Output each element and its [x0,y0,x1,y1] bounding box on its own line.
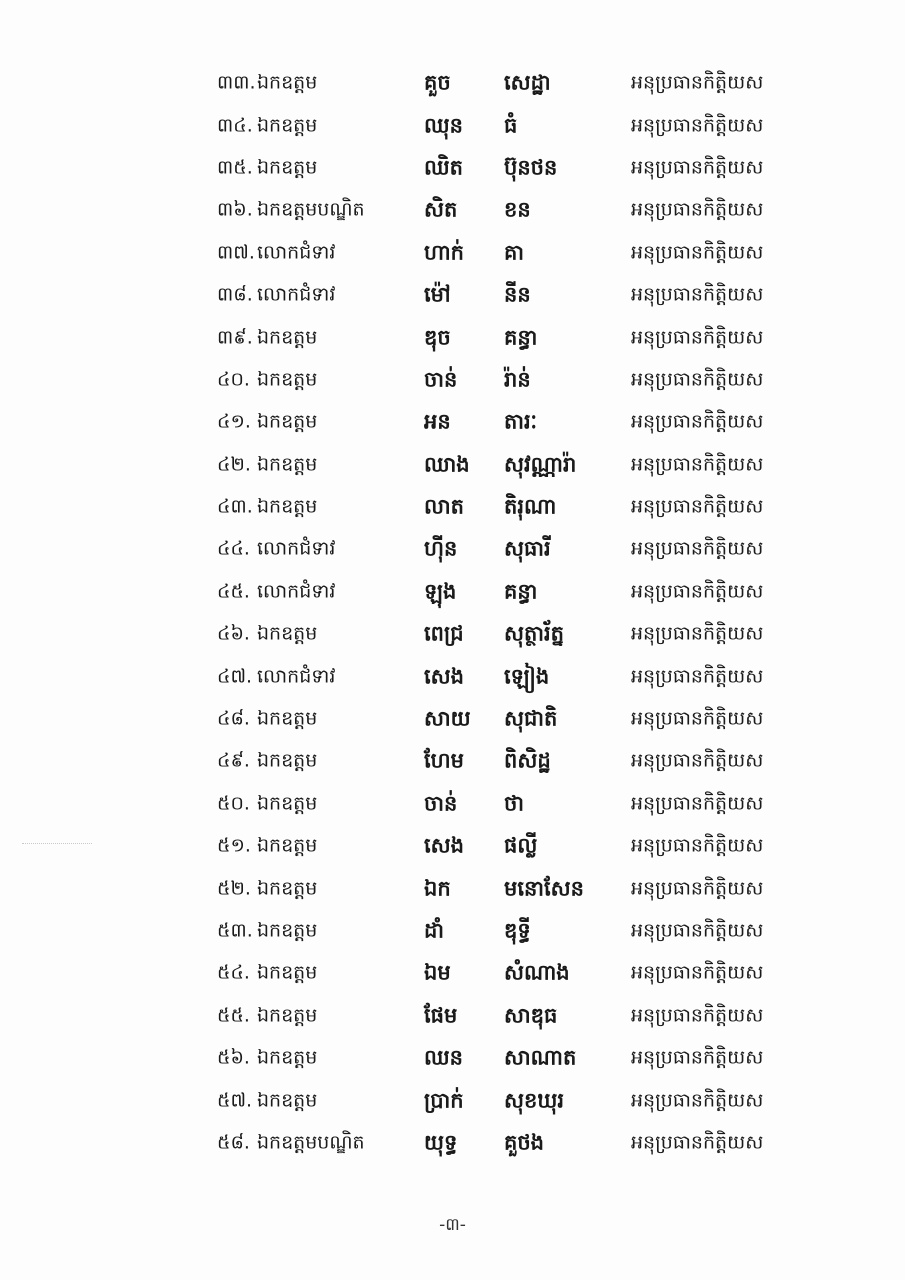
position-title: អនុប្រធានកិត្តិយស [631,1004,764,1027]
honorific-title: ឯកឧត្តមបណ្ឌិត [257,1131,365,1154]
position-title: អនុប្រធានកិត្តិយស [631,834,764,857]
given-name: សាឌុធ [504,1003,558,1028]
surname: សេង [424,833,464,858]
surname: យុទ្ធ [424,1130,458,1155]
position-title: អនុប្រធានកិត្តិយស [631,283,764,306]
list-item [0,401,905,443]
position-title: អនុប្រធានកិត្តិយស [631,877,764,900]
honorific-title: ឯកឧត្តម [257,326,318,349]
surname: ចាន់ [424,791,458,816]
item-number: ៤២. [217,453,251,476]
honorific-title: លោកជំទាវ [257,537,336,560]
list-item [0,783,905,825]
surname: ឈិត [424,155,463,180]
list-item [0,274,905,316]
surname: អន [424,409,451,434]
honorific-title: ឯកឧត្តម [257,410,318,433]
item-number: ៥០. [217,792,250,815]
position-title: អនុប្រធានកិត្តិយស [631,453,764,476]
honorary-vice-president-list [0,62,905,1164]
list-item [0,232,905,274]
list-item [0,1079,905,1121]
honorific-title: លោកជំទាវ [257,665,336,688]
item-number: ៣៩. [217,326,253,349]
list-item [0,740,905,782]
item-number: ៤៩. [217,749,250,772]
given-name: ប៊ុនថន [504,155,558,180]
position-title: អនុប្រធានកិត្តិយស [631,792,764,815]
list-item [0,189,905,231]
surname: សាយ [424,706,471,731]
honorific-title: ឯកឧត្តម [257,71,318,94]
item-number: ៣៦. [217,198,253,221]
surname: ឈុន [424,113,463,138]
list-item [0,655,905,697]
honorific-title: ឯកឧត្តម [257,368,318,391]
given-name: សុជាតិ [504,706,558,731]
item-number: ៤៧. [217,665,253,688]
item-number: ៤១. [217,410,251,433]
given-name: រ៉ាន់ [504,367,531,392]
item-number: ៣៨. [217,283,253,306]
item-number: ៥៧. [217,1089,253,1112]
surname: សិត [424,197,458,222]
position-title: អនុប្រធានកិត្តិយស [631,495,764,518]
given-name: គួថង [504,1130,544,1155]
item-number: ៥៨. [217,1131,250,1154]
surname: ហែម [424,748,464,773]
given-name: តិរុណា [504,494,557,519]
item-number: ៥៤. [217,961,250,984]
surname: ចាន់ [424,367,458,392]
given-name: សុធារី [504,536,551,561]
honorific-title: ឯកឧត្តម [257,622,318,645]
surname: ឈន [424,1045,463,1070]
item-number: ៥៦. [217,1046,250,1069]
honorific-title: ឯកឧត្តម [257,1089,318,1112]
honorific-title: លោកជំទាវ [257,580,336,603]
item-number: ៥១. [217,834,251,857]
given-name: គា [504,240,524,265]
list-item [0,910,905,952]
given-name: សុខឃុរ [504,1088,564,1113]
surname: ប្រាក់ [424,1088,464,1113]
honorific-title: ឯកឧត្តម [257,114,318,137]
item-number: ៤៤. [217,537,250,560]
position-title: អនុប្រធានកិត្តិយស [631,1089,764,1112]
position-title: អនុប្រធានកិត្តិយស [631,71,764,94]
honorific-title: ឯកឧត្តម [257,919,318,942]
item-number: ៥៣. [217,919,253,942]
surname: ហ៊ីន [424,536,458,561]
given-name: ថា [504,791,524,816]
list-item [0,147,905,189]
surname: លាត [424,494,464,519]
position-title: អនុប្រធានកិត្តិយស [631,919,764,942]
list-item [0,995,905,1037]
given-name: សុត្ថារ័ត្ន [504,621,564,646]
position-title: អនុប្រធានកិត្តិយស [631,114,764,137]
list-item [0,571,905,613]
surname: ឌុច [424,325,451,350]
given-name: តារៈ [504,409,538,434]
surname: ឯម [424,960,451,985]
item-number: ៣៧. [217,241,255,264]
item-number: ៥៥. [217,1004,250,1027]
position-title: អនុប្រធានកិត្តិយស [631,368,764,391]
position-title: អនុប្រធានកិត្តិយស [631,1046,764,1069]
given-name: គន្ធា [504,579,538,604]
given-name: សំណាង [504,960,570,985]
list-item [0,528,905,570]
given-name: សាណាត [504,1045,577,1070]
position-title: អនុប្រធានកិត្តិយស [631,156,764,179]
list-item [0,62,905,104]
surname: ហាក់ [424,240,464,265]
surname: ម៉ៅ [424,282,451,307]
list-item [0,867,905,909]
honorific-title: ឯកឧត្តម [257,495,318,518]
honorific-title: ឯកឧត្តមបណ្ឌិត [257,198,365,221]
position-title: អនុប្រធានកិត្តិយស [631,580,764,603]
surname: គួច [424,70,451,95]
list-item [0,316,905,358]
position-title: អនុប្រធានកិត្តិយស [631,707,764,730]
honorific-title: ឯកឧត្តម [257,749,318,772]
surname: ឡុង [424,579,457,604]
item-number: ៣៤. [217,114,253,137]
item-number: ៤៣. [217,495,253,518]
given-name: នីន [504,282,531,307]
surname: ពេជ្រ [424,621,464,646]
honorific-title: ឯកឧត្តម [257,792,318,815]
honorific-title: ឯកឧត្តម [257,156,318,179]
given-name: សុវណ្ណារ៉ា [504,452,577,477]
given-name: មនោសែន [504,876,584,901]
honorific-title: ឯកឧត្តម [257,707,318,730]
given-name: ឡៀង [504,664,550,689]
item-number: ៥២. [217,877,251,900]
item-number: ៤៥. [217,580,250,603]
item-number: ៤៦. [217,622,250,645]
position-title: អនុប្រធានកិត្តិយស [631,622,764,645]
given-name: ឌុទ្ធី [504,918,531,943]
item-number: ៣៥. [217,156,253,179]
list-item [0,486,905,528]
honorific-title: ឯកឧត្តម [257,834,318,857]
list-item [0,698,905,740]
surname: ឯក [424,876,451,901]
item-number: ៤៨. [217,707,250,730]
given-name: សេដ្ឋា [504,70,551,95]
given-name: ខន [504,197,531,222]
given-name: គន្ធា [504,325,538,350]
honorific-title: ឯកឧត្តម [257,961,318,984]
honorific-title: លោកជំទាវ [257,241,336,264]
list-item [0,613,905,655]
list-item [0,952,905,994]
list-item [0,104,905,146]
position-title: អនុប្រធានកិត្តិយស [631,537,764,560]
position-title: អនុប្រធានកិត្តិយស [631,198,764,221]
honorific-title: ឯកឧត្តម [257,453,318,476]
list-item [0,444,905,486]
list-item [0,1122,905,1164]
honorific-title: ឯកឧត្តម [257,1004,318,1027]
position-title: អនុប្រធានកិត្តិយស [631,326,764,349]
honorific-title: លោកជំទាវ [257,283,336,306]
surname: ផែម [424,1003,458,1028]
item-number: ៣៣. [217,71,256,94]
list-item [0,825,905,867]
position-title: អនុប្រធានកិត្តិយស [631,749,764,772]
position-title: អនុប្រធានកិត្តិយស [631,241,764,264]
position-title: អនុប្រធានកិត្តិយស [631,1131,764,1154]
given-name: ពិសិដ្ឋ [504,748,551,773]
item-number: ៤០. [217,368,250,391]
list-item [0,359,905,401]
surname: សេង [424,664,464,689]
page-number: -៣- [439,1215,466,1235]
surname: ឈាង [424,452,470,477]
honorific-title: ឯកឧត្តម [257,877,318,900]
honorific-title: ឯកឧត្តម [257,1046,318,1069]
given-name: ផល្លី [504,833,538,858]
list-item [0,1037,905,1079]
position-title: អនុប្រធានកិត្តិយស [631,665,764,688]
position-title: អនុប្រធានកិត្តិយស [631,961,764,984]
surname: ដាំ [424,918,444,943]
given-name: ធំ [504,113,518,138]
position-title: អនុប្រធានកិត្តិយស [631,410,764,433]
